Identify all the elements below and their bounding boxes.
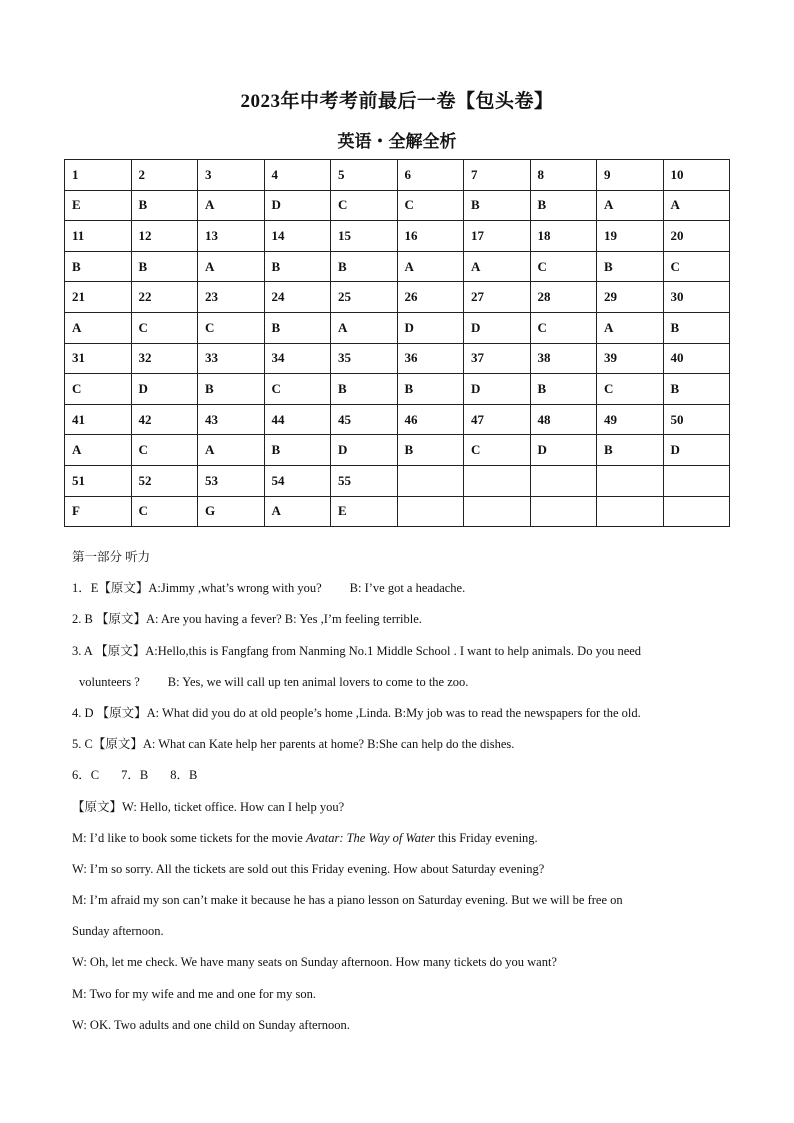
question-number-cell: 26: [397, 282, 464, 313]
table-row-answers: [65, 435, 730, 466]
question-number-cell: 12: [131, 221, 198, 252]
answer-cell: [597, 496, 664, 527]
question-number-cell: 9: [597, 160, 664, 191]
answer-cell: [530, 496, 597, 527]
question-3-line-2: [72, 671, 742, 702]
answer-cell: C: [331, 190, 398, 221]
question-number-cell: 31: [65, 343, 132, 374]
question-number-cell: [397, 465, 464, 496]
dialogue-line-5: W: Oh, let me check. We have many seats on Sunday afternoon. How many tickets do you want?: [72, 955, 557, 970]
answer-cell: C: [131, 435, 198, 466]
question-number-cell: [597, 465, 664, 496]
answer-cell: [663, 496, 730, 527]
question-number-cell: 36: [397, 343, 464, 374]
answer-cell: E: [65, 190, 132, 221]
answer-cell: C: [264, 374, 331, 405]
question-5: 5. C【原文】A: What can Kate help her parents at home? B:She can help do the dishes.: [72, 737, 515, 752]
question-number-cell: 10: [663, 160, 730, 191]
question-number-cell: 11: [65, 221, 132, 252]
table-row-answers: [65, 312, 730, 343]
question-number-cell: 23: [198, 282, 265, 313]
question-number-cell: 13: [198, 221, 265, 252]
question-3-line-1: 3. A 【原文】A:Hello,this is Fangfang from Nanming No.1 Middle School . I want to help animals. Do you need: [72, 643, 642, 658]
answer-cell: B: [198, 374, 265, 405]
question-number-cell: 39: [597, 343, 664, 374]
answer-cell: C: [597, 374, 664, 405]
answer-cell: B: [530, 374, 597, 405]
dialogue-line-3: W: I’m so sorry. All the tickets are sold out this Friday evening. How about Saturday evening?: [72, 861, 545, 876]
question-number-cell: 15: [331, 221, 398, 252]
question-number-cell: 37: [464, 343, 531, 374]
question-number-cell: 25: [331, 282, 398, 313]
question-number-cell: [464, 465, 531, 496]
question-number-cell: 45: [331, 404, 398, 435]
question-number-cell: 8: [530, 160, 597, 191]
answer-cell: B: [397, 435, 464, 466]
answer-cell: C: [397, 190, 464, 221]
answer-cell: A: [65, 312, 132, 343]
answer-cell: B: [65, 251, 132, 282]
dialogue-line-2: [72, 827, 742, 858]
dialogue-line-4b: Sunday afternoon.: [72, 924, 164, 939]
table-row-numbers: [65, 404, 730, 435]
question-number-cell: 20: [663, 221, 730, 252]
question-number-cell: 18: [530, 221, 597, 252]
answer-cell: E: [331, 496, 398, 527]
answer-cell: D: [264, 190, 331, 221]
question-3-volunteers: volunteers ?: [79, 674, 140, 689]
question-8: 8．B: [170, 768, 198, 783]
question-number-cell: 52: [131, 465, 198, 496]
dialogue-line-4a: M: I’m afraid my son can’t make it because he has a piano lesson on Saturday evening. But we will be free on: [72, 893, 623, 908]
question-1-dialogue-b: B: I’ve got a headache.: [349, 581, 466, 596]
table-row-answers: [65, 496, 730, 527]
question-number-cell: 14: [264, 221, 331, 252]
question-number-cell: 2: [131, 160, 198, 191]
answer-cell: D: [464, 374, 531, 405]
answer-cell: B: [597, 251, 664, 282]
question-number-cell: 54: [264, 465, 331, 496]
question-number-cell: 3: [198, 160, 265, 191]
explanation-body: [72, 546, 742, 1045]
dialogue-line-2-pre: M: I’d like to book some tickets for the movie: [72, 830, 306, 845]
answer-cell: B: [397, 374, 464, 405]
question-number-cell: 1: [65, 160, 132, 191]
question-1-dialogue-a: 1．E【原文】A:Jimmy ,what’s wrong with you?: [72, 581, 322, 596]
question-number-cell: 51: [65, 465, 132, 496]
answer-cell: C: [131, 496, 198, 527]
answer-cell: B: [131, 251, 198, 282]
question-number-cell: 55: [331, 465, 398, 496]
answer-cell: D: [464, 312, 531, 343]
movie-title: Avatar: The Way of Water: [305, 830, 435, 845]
answer-cell: A: [397, 251, 464, 282]
question-number-cell: 41: [65, 404, 132, 435]
answer-cell: A: [198, 435, 265, 466]
table-row-numbers: [65, 465, 730, 496]
dialogue-line-7: W: OK. Two adults and one child on Sunday afternoon.: [72, 1017, 350, 1032]
answer-cell: D: [331, 435, 398, 466]
question-number-cell: 7: [464, 160, 531, 191]
table-row-numbers: [65, 160, 730, 191]
answer-cell: B: [264, 435, 331, 466]
answer-cell: A: [464, 251, 531, 282]
answer-cell: B: [264, 312, 331, 343]
answer-cell: C: [530, 251, 597, 282]
questions-6-8: [72, 764, 742, 795]
answer-cell: A: [198, 190, 265, 221]
answer-cell: B: [131, 190, 198, 221]
question-4: 4. D 【原文】A: What did you do at old people’s home ,Linda. B:My job was to read the newspapers for the old.: [72, 705, 641, 720]
answer-cell: A: [264, 496, 331, 527]
answer-cell: [464, 496, 531, 527]
answer-cell: A: [331, 312, 398, 343]
table-row-answers: [65, 251, 730, 282]
question-number-cell: 5: [331, 160, 398, 191]
question-number-cell: [663, 465, 730, 496]
question-number-cell: 16: [397, 221, 464, 252]
question-number-cell: 42: [131, 404, 198, 435]
question-number-cell: 6: [397, 160, 464, 191]
section-heading: 第一部分 听力: [72, 550, 151, 564]
answer-cell: C: [65, 374, 132, 405]
question-number-cell: 21: [65, 282, 132, 313]
question-6: 6．C: [72, 768, 100, 783]
question-number-cell: 33: [198, 343, 265, 374]
answer-cell: B: [530, 190, 597, 221]
answer-cell: B: [464, 190, 531, 221]
question-number-cell: 43: [198, 404, 265, 435]
question-number-cell: 19: [597, 221, 664, 252]
answer-cell: A: [597, 312, 664, 343]
answer-cell: A: [65, 435, 132, 466]
question-1: [72, 577, 742, 608]
answer-cell: D: [397, 312, 464, 343]
answer-table: [64, 159, 730, 527]
answer-cell: B: [264, 251, 331, 282]
question-3-answer: B: Yes, we will call up ten animal lovers to come to the zoo.: [167, 674, 469, 689]
question-number-cell: 28: [530, 282, 597, 313]
answer-cell: F: [65, 496, 132, 527]
question-number-cell: 24: [264, 282, 331, 313]
question-number-cell: 17: [464, 221, 531, 252]
answer-cell: A: [663, 190, 730, 221]
question-number-cell: 38: [530, 343, 597, 374]
dialogue-line-1: 【原文】W: Hello, ticket office. How can I help you?: [72, 799, 345, 814]
question-2: 2. B 【原文】A: Are you having a fever? B: Yes ,I’m feeling terrible.: [72, 612, 422, 627]
question-number-cell: 22: [131, 282, 198, 313]
question-number-cell: 29: [597, 282, 664, 313]
answer-cell: A: [198, 251, 265, 282]
answer-cell: B: [663, 312, 730, 343]
dialogue-line-6: M: Two for my wife and me and one for my son.: [72, 986, 316, 1001]
question-number-cell: 46: [397, 404, 464, 435]
table-row-numbers: [65, 282, 730, 313]
answer-cell: D: [530, 435, 597, 466]
answer-cell: B: [331, 374, 398, 405]
question-number-cell: 4: [264, 160, 331, 191]
answer-cell: C: [663, 251, 730, 282]
answer-cell: A: [597, 190, 664, 221]
question-number-cell: 27: [464, 282, 531, 313]
question-number-cell: 35: [331, 343, 398, 374]
question-number-cell: 32: [131, 343, 198, 374]
dialogue-line-2-post: this Friday evening.: [434, 830, 538, 845]
question-number-cell: 53: [198, 465, 265, 496]
question-number-cell: 49: [597, 404, 664, 435]
answer-cell: D: [131, 374, 198, 405]
answer-cell: B: [663, 374, 730, 405]
answer-cell: B: [597, 435, 664, 466]
question-number-cell: 47: [464, 404, 531, 435]
document-subtitle: 英语・全解全析: [337, 132, 457, 151]
answer-cell: [397, 496, 464, 527]
question-number-cell: 30: [663, 282, 730, 313]
answer-cell: C: [464, 435, 531, 466]
answer-cell: B: [331, 251, 398, 282]
answer-cell: C: [131, 312, 198, 343]
table-row-numbers: [65, 221, 730, 252]
question-number-cell: 44: [264, 404, 331, 435]
document-title: 2023年中考考前最后一卷【包头卷】: [240, 91, 554, 112]
table-row-answers: [65, 190, 730, 221]
question-number-cell: 48: [530, 404, 597, 435]
answer-cell: C: [530, 312, 597, 343]
question-number-cell: 34: [264, 343, 331, 374]
question-number-cell: 40: [663, 343, 730, 374]
question-7: 7．B: [121, 768, 149, 783]
answer-cell: G: [198, 496, 265, 527]
answer-cell: D: [663, 435, 730, 466]
question-number-cell: 50: [663, 404, 730, 435]
table-row-answers: [65, 374, 730, 405]
question-number-cell: [530, 465, 597, 496]
table-row-numbers: [65, 343, 730, 374]
answer-cell: C: [198, 312, 265, 343]
